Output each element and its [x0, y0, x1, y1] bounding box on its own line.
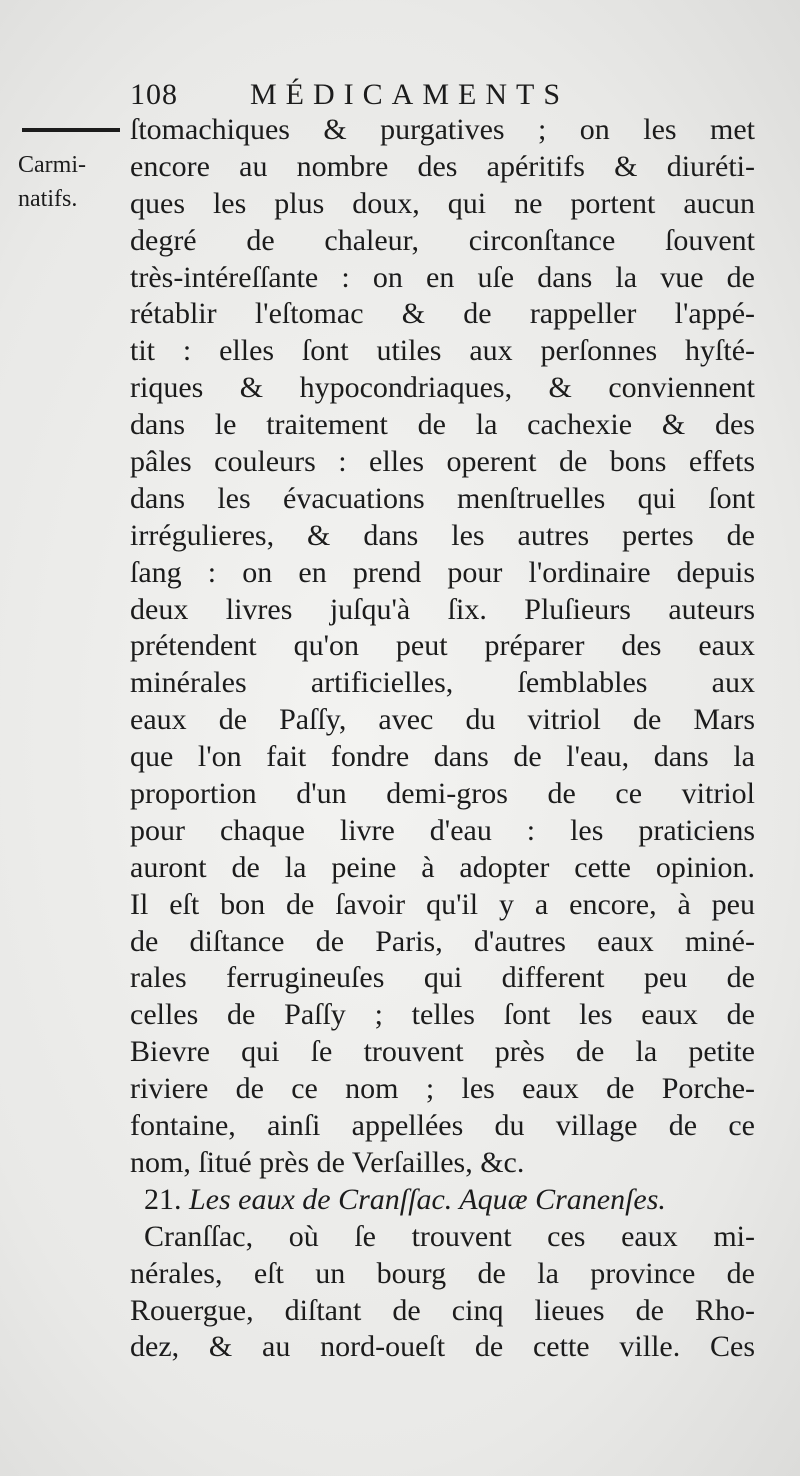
margin-note-line: natifs.: [18, 186, 78, 212]
text-line-last: nom, ſitué près de Verſailles, &c.: [130, 1145, 525, 1179]
text-line: Il eſt bon de ſavoir qu'il y a encore, à peu: [130, 887, 755, 921]
text-line: deux livres juſqu'à ſix. Pluſieurs auteurs: [130, 592, 755, 626]
section-number: 21.: [144, 1182, 182, 1216]
text-line: celles de Paſſy ; telles ſont les eaux de: [130, 998, 755, 1032]
text-line: Bievre qui ſe trouvent près de la petite: [130, 1035, 755, 1069]
text-line: rales ferrugineuſes qui different peu de: [130, 961, 755, 995]
text-line: très-intéreſſante : on en uſe dans la vue de: [130, 260, 755, 294]
text-line: degré de chaleur, circonſtance ſouvent: [130, 223, 755, 257]
section-text-line: Rouergue, diſtant de cinq lieues de Rho-: [130, 1293, 755, 1327]
text-line: dans les évacuations menſtruelles qui ſont: [130, 481, 755, 515]
text-line: riques & hypocondriaques, & conviennent: [130, 371, 755, 405]
text-line: auront de la peine à adopter cette opinion.: [130, 850, 755, 884]
margin-rule: [22, 128, 120, 132]
text-line: de diſtance de Paris, d'autres eaux miné-: [130, 924, 755, 958]
text-line: encore au nombre des apéritifs & diuréti-: [130, 149, 755, 183]
text-line: irrégulieres, & dans les autres pertes de: [130, 518, 755, 552]
body-text: [130, 112, 755, 1366]
text-line: ſang : on en prend pour l'ordinaire depuis: [130, 555, 755, 589]
text-line: riviere de ce nom ; les eaux de Porche-: [130, 1072, 755, 1106]
text-line: ques les plus doux, qui ne portent aucun: [130, 186, 755, 220]
text-line: pâles couleurs : elles operent de bons effets: [130, 445, 755, 479]
text-line: fontaine, ainſi appellées du village de ce: [130, 1109, 755, 1143]
section-text-line: dez, & au nord-oueſt de cette ville. Ces: [130, 1330, 755, 1364]
margin-note: [18, 148, 128, 216]
text-line: minérales artificielles, ſemblables aux: [130, 666, 755, 700]
margin-note-line: Carmi-: [18, 152, 86, 178]
text-line: tit : elles ſont utiles aux perſonnes hyſté-: [130, 334, 755, 368]
section-text-line: Cranſſac, où ſe trouvent ces eaux mi-: [144, 1219, 755, 1253]
section-text-line: nérales, eſt un bourg de la province de: [130, 1256, 755, 1290]
text-line: ſtomachiques & purgatives ; on les met: [130, 113, 755, 146]
text-line: rétablir l'eſtomac & de rappeller l'appé-: [130, 297, 755, 331]
text-line: proportion d'un demi-gros de ce vitriol: [130, 777, 755, 811]
text-line: que l'on fait fondre dans de l'eau, dans la: [130, 740, 755, 774]
section-title: Les eaux de Cranſſac. Aquæ Cranenſes.: [189, 1182, 666, 1216]
text-line: pour chaque livre d'eau : les praticiens: [130, 813, 755, 847]
text-line: dans le traitement de la cachexie & des: [130, 408, 755, 442]
text-line: prétendent qu'on peut préparer des eaux: [130, 629, 755, 663]
section-heading: [130, 1182, 755, 1219]
running-head: MÉDICAMENTS: [250, 78, 570, 111]
page-number: 108: [130, 78, 178, 111]
text-line: eaux de Paſſy, avec du vitriol de Mars: [130, 703, 755, 737]
